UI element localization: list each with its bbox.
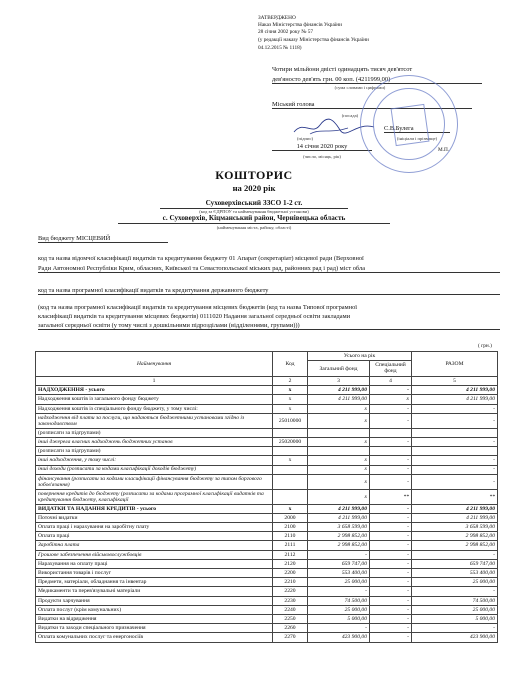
currency-label: ( грн.) — [478, 343, 492, 349]
signer-caption: (ініціали і прізвище) — [396, 136, 438, 141]
department-code-line-1: код та назва відомчої класифікації видатків та кредитування бюджету 01 Апарат (секретаріат) місцевої ради (Верховної — [38, 255, 364, 262]
row-code: 25010000 — [273, 413, 308, 428]
row-code: 2200 — [273, 569, 308, 578]
row-special-fund — [370, 447, 412, 456]
table-row — [36, 456, 498, 465]
header-general-fund: Загальний фонд — [308, 361, 370, 377]
row-special-fund: - — [370, 624, 412, 633]
row-general-fund: х — [308, 456, 370, 465]
row-total: 25 000,00 — [412, 578, 498, 587]
row-total: 2 998 852,00 — [412, 541, 498, 550]
row-total: - — [412, 587, 498, 596]
row-general-fund: х — [308, 413, 370, 428]
header-col-num-5: 5 — [412, 377, 498, 386]
row-total: - — [412, 624, 498, 633]
signer-name: С.В.Булега — [384, 125, 450, 133]
location: с. Суховерхів, Кіцманський район, Чернівецька область — [118, 214, 390, 224]
amount-caption: (сума словами і цифрами) — [334, 85, 386, 90]
row-name: Заробітна плата — [36, 541, 273, 550]
row-special-fund: - — [370, 569, 412, 578]
row-total: - — [412, 474, 498, 489]
row-special-fund: - — [370, 532, 412, 541]
row-name: фінансування (розписати за кодами класифікації фінансування бюджету за типом боргового зобов'язання) — [36, 474, 273, 489]
table-row — [36, 474, 498, 489]
row-code: 25020000 — [273, 437, 308, 446]
approval-line-3: (у редакції наказу Міністерства фінансів України — [258, 37, 369, 43]
budget-table — [35, 351, 498, 643]
table-row — [36, 504, 498, 513]
approval-date: 14 січня 2020 року — [272, 143, 372, 151]
row-total: 553 400,00 — [412, 569, 498, 578]
table-row — [36, 614, 498, 623]
row-name: Поточні видатки — [36, 513, 273, 522]
row-code — [273, 428, 308, 437]
row-general-fund: 5 000,00 — [308, 614, 370, 623]
row-general-fund: 553 400,00 — [308, 569, 370, 578]
row-general-fund: х — [308, 465, 370, 474]
program-local-line-2: класифікації видатків та кредитування місцевих бюджетів) 0111020 Надання загальної середньої освіти закладами — [38, 313, 351, 320]
row-name: Видатки та заходи спеціального призначення — [36, 624, 273, 633]
row-code: 2210 — [273, 578, 308, 587]
row-code: х — [273, 504, 308, 513]
header-code: Код — [273, 352, 308, 377]
row-general-fund: 4 211 999,00 — [308, 386, 370, 395]
row-special-fund: - — [370, 513, 412, 522]
row-special-fund: - — [370, 605, 412, 614]
row-total — [412, 428, 498, 437]
program-local-line-1: (код та назва програмної класифікації видатків та кредитування місцевих бюджетів (код та назва Типової програмної — [38, 304, 358, 311]
approval-amount-line-1: Чотири мільйони двісті одинадцять тисяч дев'ятсот — [272, 66, 413, 73]
row-name: Надходження коштів із загального фонду бюджету — [36, 395, 273, 404]
program-local-line-3: загальної середньої освіти (у тому числі з дошкільними підрозділами (відділеннями, групами))) — [38, 322, 500, 330]
header-col-num-2: 2 — [273, 377, 308, 386]
row-code — [273, 474, 308, 489]
row-special-fund: - — [370, 550, 412, 559]
row-code: 2000 — [273, 513, 308, 522]
row-special-fund: ** — [370, 489, 412, 504]
row-code: 2112 — [273, 550, 308, 559]
row-special-fund: - — [370, 633, 412, 642]
row-general-fund: х — [308, 404, 370, 413]
row-total: 5 000,00 — [412, 614, 498, 623]
row-special-fund: - — [370, 596, 412, 605]
header-sum: РАЗОМ — [412, 352, 498, 377]
table-row — [36, 605, 498, 614]
row-general-fund: х — [308, 474, 370, 489]
row-total: 4 211 999,00 — [412, 386, 498, 395]
row-special-fund: - — [370, 614, 412, 623]
program-state-code: код та назва програмної класифікації видатків та кредитування державного бюджету — [38, 287, 500, 295]
row-total: 659 747,00 — [412, 559, 498, 568]
row-name: Предмети, матеріали, обладнання та інвентар — [36, 578, 273, 587]
table-row — [36, 578, 498, 587]
row-name: Оплата послуг (крім комунальних) — [36, 605, 273, 614]
row-code: 2100 — [273, 523, 308, 532]
row-general-fund: - — [308, 587, 370, 596]
row-special-fund: - — [370, 404, 412, 413]
table-row — [36, 404, 498, 413]
row-general-fund — [308, 428, 370, 437]
row-special-fund: - — [370, 523, 412, 532]
row-special-fund: - — [370, 474, 412, 489]
row-general-fund: 659 747,00 — [308, 559, 370, 568]
row-special-fund — [370, 428, 412, 437]
row-name: інші надходження, у тому числі: — [36, 456, 273, 465]
row-general-fund: 25 000,00 — [308, 605, 370, 614]
row-code: 2110 — [273, 532, 308, 541]
row-general-fund: 25 000,00 — [308, 578, 370, 587]
header-special-fund: Спеціальний фонд — [370, 361, 412, 377]
table-row — [36, 489, 498, 504]
row-general-fund: х — [308, 489, 370, 504]
table-row — [36, 550, 498, 559]
table-row — [36, 386, 498, 395]
row-total — [412, 447, 498, 456]
department-code-line-2: Ради Автономної Республіки Крим, обласних, Київської та Севастопольської міських рад, районних рад і рад) міст обла — [38, 265, 500, 273]
row-total: 4 211 999,00 — [412, 504, 498, 513]
table-row — [36, 587, 498, 596]
row-name: (розписати за підгрупами) — [36, 428, 273, 437]
table-row — [36, 428, 498, 437]
row-code: 2250 — [273, 614, 308, 623]
row-total: - — [412, 404, 498, 413]
row-general-fund: 4 211 999,00 — [308, 504, 370, 513]
stamp-label: М.П. — [438, 147, 450, 153]
row-special-fund: - — [370, 578, 412, 587]
row-code: х — [273, 404, 308, 413]
organization-name: Суховерхівський ЗЗСО 1-2 ст. — [160, 199, 348, 209]
row-special-fund: - — [370, 541, 412, 550]
approval-position: Міський голова — [272, 101, 472, 109]
document-title: КОШТОРИС — [215, 168, 293, 182]
row-total: 74 500,00 — [412, 596, 498, 605]
table-row — [36, 395, 498, 404]
row-name: Оплата праці і нарахування на заробітну плату — [36, 523, 273, 532]
row-total: - — [412, 550, 498, 559]
row-code: 2260 — [273, 624, 308, 633]
position-caption: (посада) — [341, 113, 359, 118]
row-general-fund — [308, 447, 370, 456]
row-code: 2270 — [273, 633, 308, 642]
row-name: ВИДАТКИ ТА НАДАННЯ КРЕДИТІВ - усього — [36, 504, 273, 513]
row-code: х — [273, 386, 308, 395]
row-total: 3 658 599,00 — [412, 523, 498, 532]
row-total: - — [412, 413, 498, 428]
row-name: Видатки на відрядження — [36, 614, 273, 623]
row-code: 2230 — [273, 596, 308, 605]
row-total: 423 900,00 — [412, 633, 498, 642]
row-name: інші джерела власних надходжень бюджетних установ — [36, 437, 273, 446]
seal-stamp — [360, 75, 458, 173]
row-name: Оплата праці — [36, 532, 273, 541]
row-code — [273, 447, 308, 456]
row-name: інші доходи (розписати за кодами класифікації доходів бюджету) — [36, 465, 273, 474]
table-row — [36, 541, 498, 550]
table-row — [36, 559, 498, 568]
row-code: 2220 — [273, 587, 308, 596]
row-general-fund: х — [308, 437, 370, 446]
row-special-fund: - — [370, 504, 412, 513]
row-code: х — [273, 456, 308, 465]
table-row — [36, 596, 498, 605]
row-total: 2 998 852,00 — [412, 532, 498, 541]
row-general-fund: 423 900,00 — [308, 633, 370, 642]
row-code: 2111 — [273, 541, 308, 550]
row-total: 4 211 999,00 — [412, 395, 498, 404]
row-name: Медикаменти та перев'язувальні матеріали — [36, 587, 273, 596]
budget-type: Вид бюджету МІСЦЕВИЙ — [38, 235, 168, 243]
row-name: Оплата комунальних послуг та енергоносіїв — [36, 633, 273, 642]
row-total: 4 211 999,00 — [412, 513, 498, 522]
row-special-fund: - — [370, 386, 412, 395]
header-col-num-3: 3 — [308, 377, 370, 386]
row-name: надходження від плати за послуги, що надаються бюджетними установами згідно із законодавством — [36, 413, 273, 428]
document-subtitle: на 2020 рік — [232, 183, 276, 193]
row-general-fund: - — [308, 550, 370, 559]
approval-line-4: 04.12.2015 № 1118) — [258, 45, 302, 51]
row-name: НАДХОДЖЕННЯ - усього — [36, 386, 273, 395]
row-code — [273, 489, 308, 504]
row-special-fund: х — [370, 395, 412, 404]
organization-caption: (код за ЄДРПОУ та найменування бюджетної установи) — [199, 209, 309, 214]
row-general-fund: 4 211 999,00 — [308, 513, 370, 522]
row-special-fund: - — [370, 465, 412, 474]
table-row — [36, 465, 498, 474]
row-general-fund: 3 658 599,00 — [308, 523, 370, 532]
row-general-fund: 74 500,00 — [308, 596, 370, 605]
row-name: Грошове забезпечення військовослужбовців — [36, 550, 273, 559]
row-special-fund: - — [370, 559, 412, 568]
table-row — [36, 624, 498, 633]
table-row — [36, 633, 498, 642]
row-name: Продукти харчування — [36, 596, 273, 605]
row-code: х — [273, 395, 308, 404]
row-special-fund: - — [370, 456, 412, 465]
row-total: ** — [412, 489, 498, 504]
table-row — [36, 569, 498, 578]
row-special-fund: - — [370, 587, 412, 596]
row-name: Нарахування на оплату праці — [36, 559, 273, 568]
table-row — [36, 523, 498, 532]
row-code: 2120 — [273, 559, 308, 568]
row-code: 2240 — [273, 605, 308, 614]
row-total: - — [412, 465, 498, 474]
row-general-fund: 4 211 999,00 — [308, 395, 370, 404]
row-name: повернення кредитів до бюджету (розписати за кодами програмної класифікації видатків та кредитування бюджету, класифікації — [36, 489, 273, 504]
table-row — [36, 447, 498, 456]
table-row — [36, 532, 498, 541]
header-name: Найменування — [36, 352, 273, 377]
approval-heading: ЗАТВЕРДЖЕНО — [258, 15, 296, 21]
row-general-fund: 2 998 852,00 — [308, 541, 370, 550]
header-col-num-4: 4 — [370, 377, 412, 386]
header-col-num-1: 1 — [36, 377, 273, 386]
header-total-year: Усього на рік — [308, 352, 412, 361]
table-row — [36, 513, 498, 522]
row-general-fund: 2 998 852,00 — [308, 532, 370, 541]
row-general-fund: - — [308, 624, 370, 633]
row-total: - — [412, 437, 498, 446]
row-special-fund: - — [370, 437, 412, 446]
row-total: - — [412, 456, 498, 465]
signature-caption: (підпис) — [296, 136, 314, 141]
row-total: 25 000,00 — [412, 605, 498, 614]
approval-line-2: 28 січня 2002 року № 57 — [258, 29, 314, 35]
location-caption: (найменування міста, району, області) — [216, 225, 292, 230]
table-row — [36, 413, 498, 428]
approval-amount-line-2: дев'яносто дев'ять грн. 00 коп. (4211999,00) — [272, 76, 482, 84]
row-name: Надходження коштів із спеціального фонду бюджету, у тому числі: — [36, 404, 273, 413]
row-name: (розписати за підгрупами) — [36, 447, 273, 456]
row-code — [273, 465, 308, 474]
approval-line-1: Наказ Міністерства фінансів України — [258, 22, 342, 28]
table-row — [36, 437, 498, 446]
row-special-fund: - — [370, 413, 412, 428]
date-caption: (число, місяць, рік) — [303, 154, 341, 159]
row-name: Використання товарів і послуг — [36, 569, 273, 578]
